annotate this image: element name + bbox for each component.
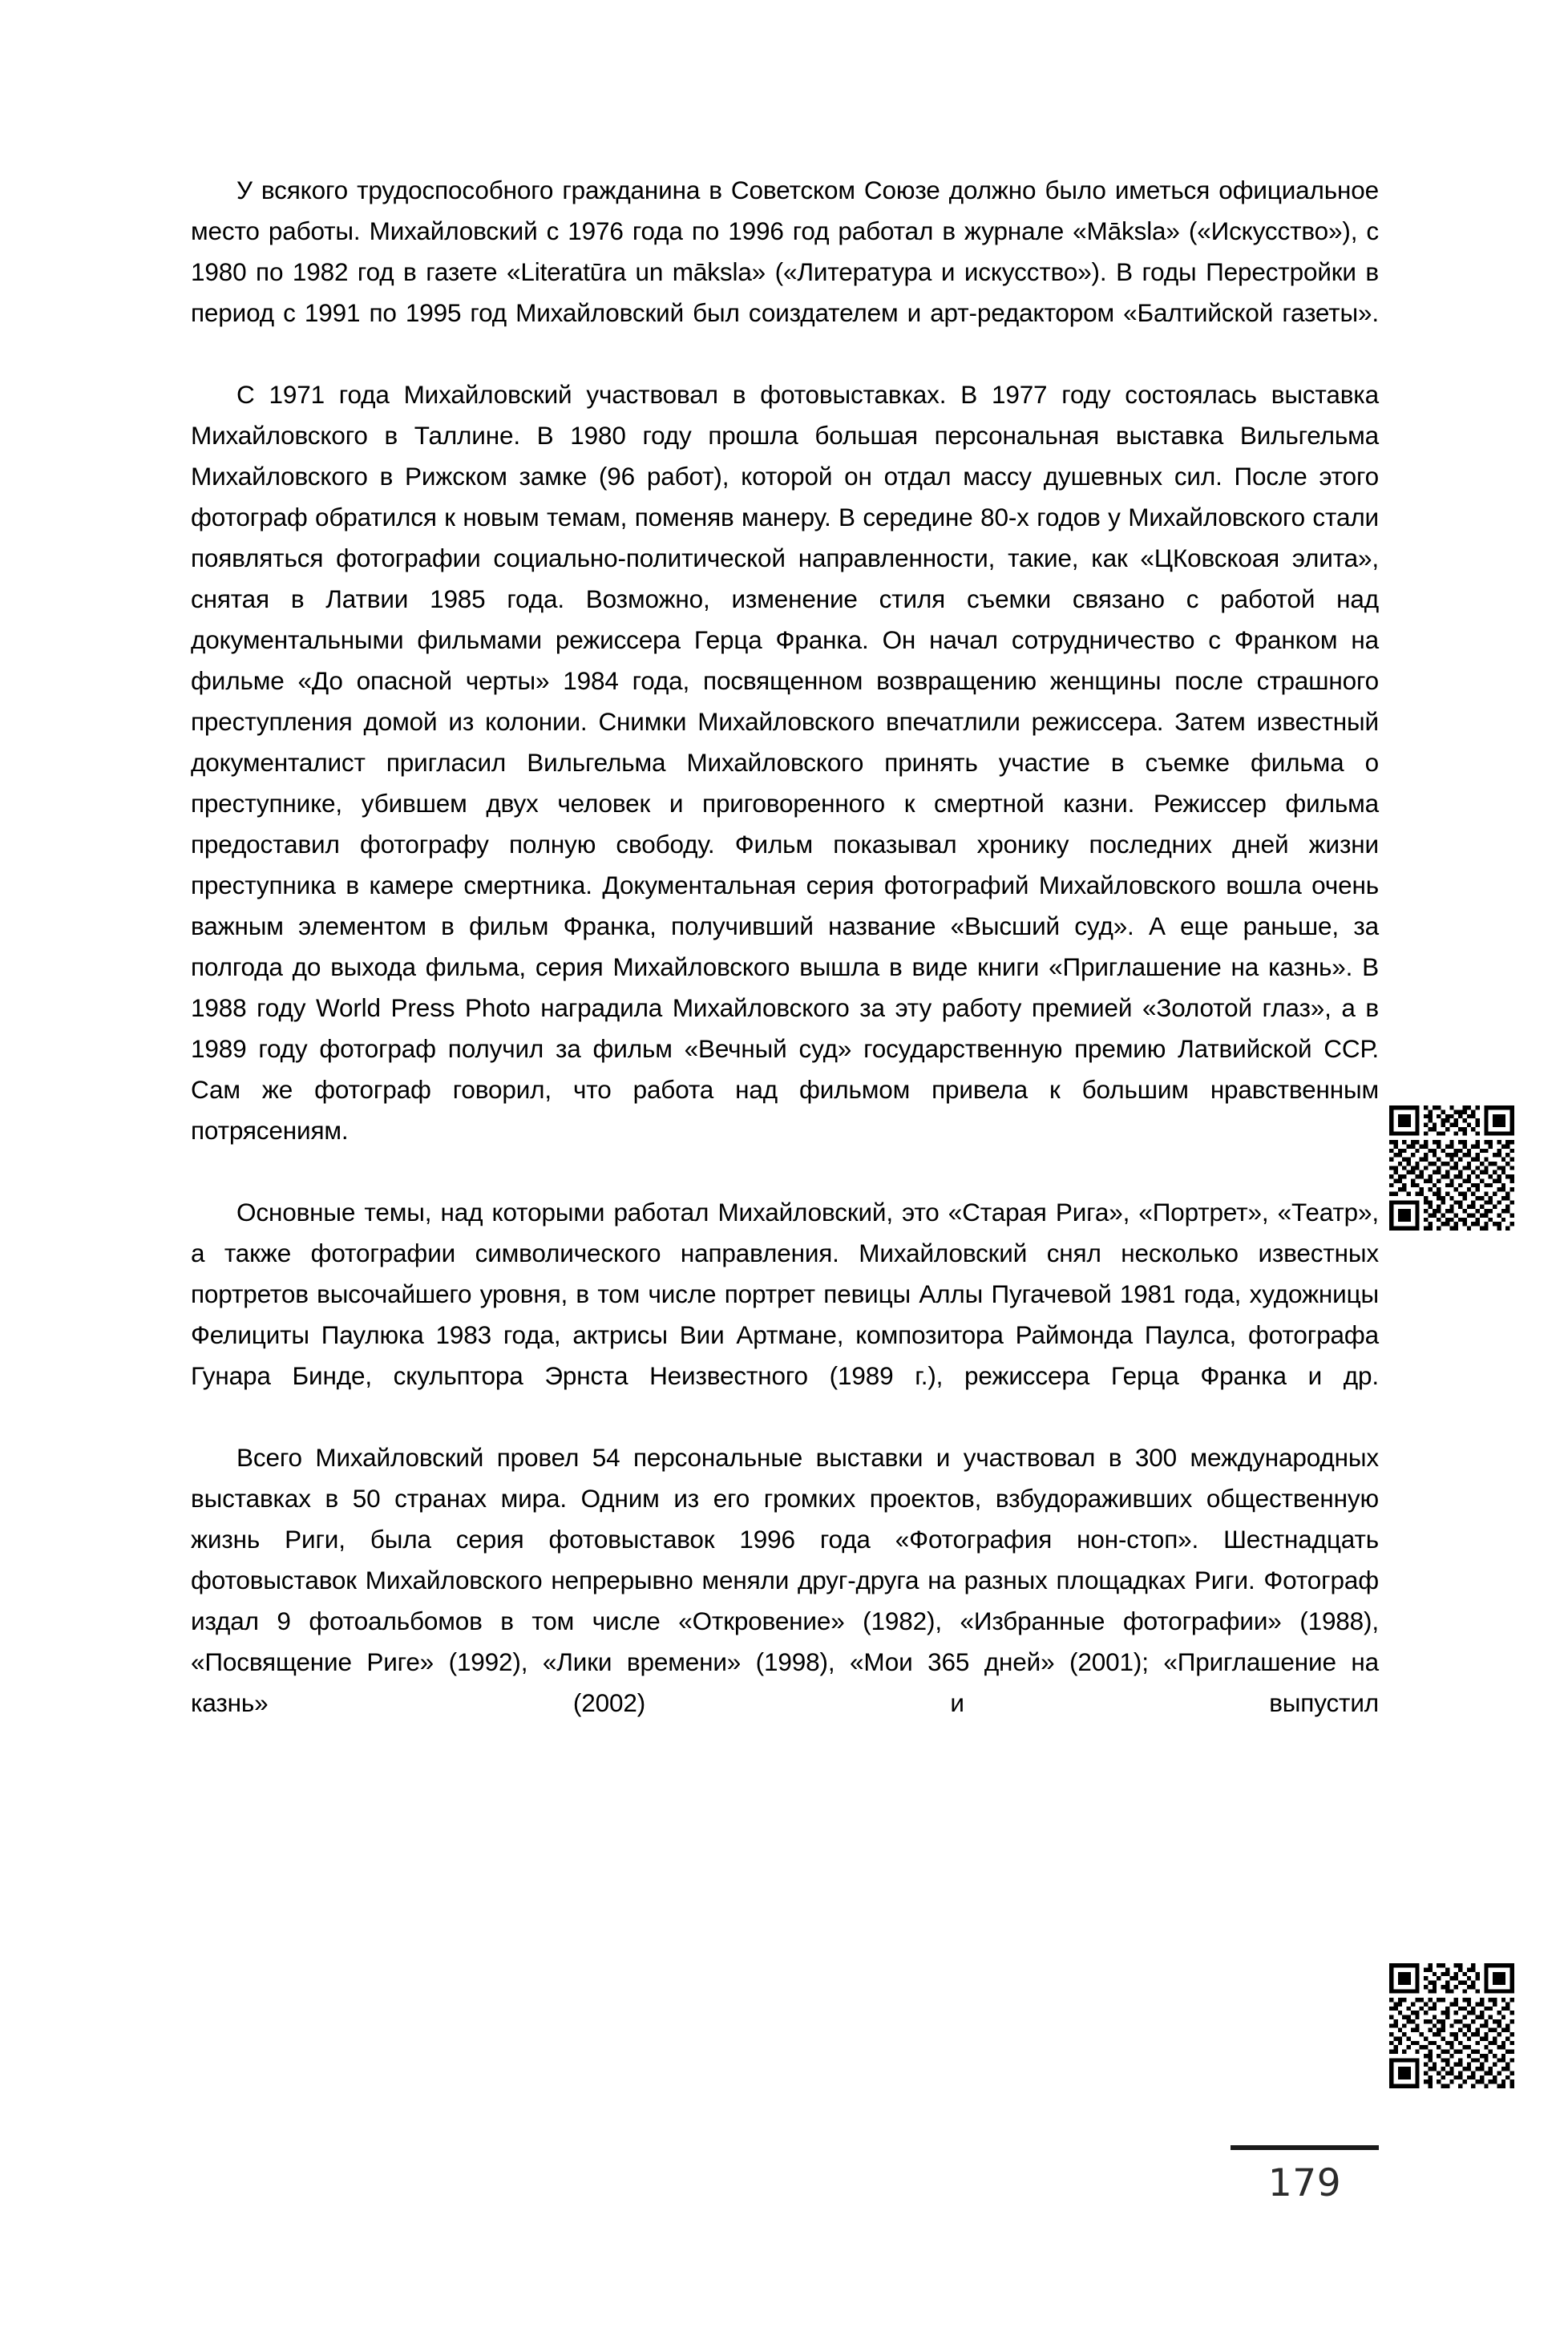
footer-divider [1231, 2145, 1379, 2150]
paragraph: Основные темы, над которыми работал Михайловский, это «Старая Рига», «Портрет», «Театр», а также фотографии символического направления. Михайловский снял несколько известных портретов высочайшего уровня, в том числе портрет певицы Аллы Пугачевой 1981 года, художницы Фелициты Паулюка 1983 года, актрисы Вии Артмане, композитора Раймонда Паулса, фотографа Гунара Бинде, скульптора Эрнста Неизвестного (1989 г.), режиссера Герца Франка и др. [191, 1198, 1379, 1390]
paragraph: У всякого трудоспособного гражданина в Советском Союзе должно было иметься официальное место работы. Михайловский с 1976 года по 1996 год работал в журнале «Māksla» («Искусство»), с 1980 по 1982 год в газете «Literatūra un māksla» («Литература и искусство»). В годы Перестройки в период с 1991 по 1995 год Михайловский был соиздателем и арт-редактором «Балтийской газеты». [191, 176, 1379, 327]
qr-code-icon [1389, 1105, 1514, 1231]
paragraph: Всего Михайловский провел 54 персональные выставки и участвовал в 300 международных выставках в 50 странах мира. Одним из его громких проектов, взбудораживших общественную жизнь Риги, была серия фотовыставок 1996 года «Фотография нон-стоп». Шестнадцать фотовыставок Михайловского непрерывно меняли друг-друга на разных площадках Риги. Фотограф издал 9 фотоальбомов в том числе «Откровение» (1982), «Избранные фотографии» (1988), «Посвящение Риге» (1992), «Лики времени» (1998), «Мои 365 дней» (2001); «Приглашение на казнь» (2002) и выпустил [191, 1443, 1379, 1717]
paragraph: С 1971 года Михайловский участвовал в фотовыставках. В 1977 году состоялась выставка Михайловского в Таллине. В 1980 году прошла большая персональная выставка Вильгельма Михайловского в Рижском замке (96 работ), которой он отдал массу душевных сил. После этого фотограф обратился к новым темам, поменяв манеру. В середине 80-х годов у Михайловского стали появляться фотографии социально-политической направленности, такие, как «ЦКовскоая элита», снятая в Латвии 1985 года. Возможно, изменение стиля съемки связано с работой над документальными фильмами режиссера Герца Франка. Он начал сотрудничество с Франком на фильме «До опасной черты» 1984 года, посвященном возвращению женщины после страшного преступления домой из колонии. Снимки Михайловского впечатлили режиссера. Затем известный документалист пригласил Вильгельма Михайловского принять участие в съемке фильма о преступнике, убившем двух человек и приговоренного к смертной казни. Режиссер фильма предоставил фотографу полную свободу. Фильм показывал хронику последних дней жизни преступника в камере смертника. Документальная серия фотографий Михайловского вошла очень важным элементом в фильм Франка, получивший название «Высший суд». А еще раньше, за полгода до выхода фильма, серия Михайловского вышла в виде книги «Приглашение на казнь». В 1988 году World Press Photo наградила Михайловского за эту работу премией «Золотой глаз», а в 1989 году фотограф получил за фильм «Вечный суд» государственную премию Латвийской ССР. Сам же фотограф говорил, что работа над фильмом привела к большим нравственным потрясениям. [191, 380, 1379, 1145]
page-number: 179 [1267, 2161, 1342, 2205]
qr-code-icon [1389, 1963, 1514, 2088]
body-text-column [191, 170, 1379, 1764]
